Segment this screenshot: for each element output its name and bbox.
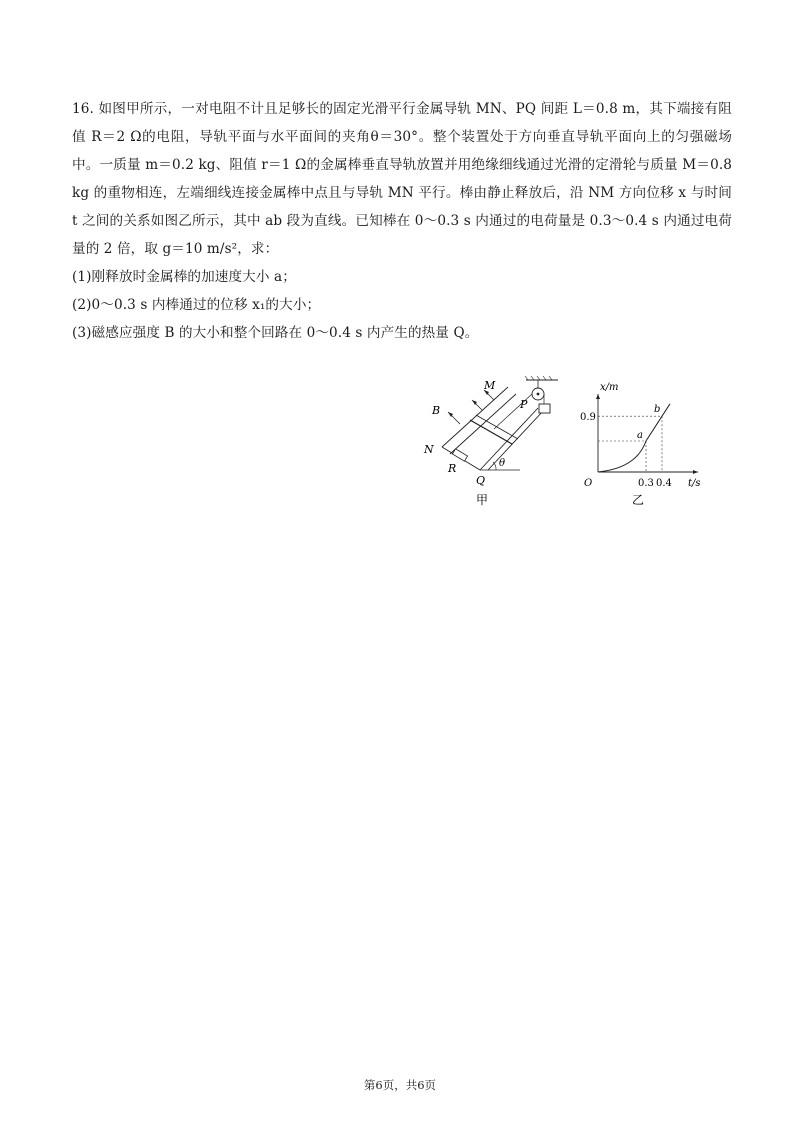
label-m: M bbox=[484, 379, 496, 392]
rail-pq bbox=[480, 408, 538, 470]
figure-yi-chart bbox=[580, 372, 710, 512]
x-tick-0-4: 0.4 bbox=[656, 478, 672, 489]
y-tick-0-9: 0.9 bbox=[580, 412, 596, 424]
problem-stem: 16. 如图甲所示，一对电阻不计且足够长的固定光滑平行金属导轨 MN、PQ 间距 L＝0.8 m，其下端接有阻值 R＝2 Ω的电阻，导轨平面与水平面间的夹角θ＝30°。整个装置处于方向垂直导轨平面向上的匀强磁场中。一质量 m＝0.2 kg、阻值 r＝1 Ω的金属棒垂直导轨放置并用绝缘细线通过光滑的定滑轮与质量 M＝0.8 kg 的重物相连，左端细线连接金属棒中点且与导轨 MN 平行。棒由静止释放后，沿 NM 方向位移 x 与时间 t 之间的关系如图乙所示，其中 ab 段为直线。已知棒在 0～0.3 s 内通过的电荷量是 0.3～0.4 s 内通过电荷量的 2 倍，取 g＝10 m/s²，求： bbox=[72, 101, 732, 257]
question-3: (3)磁感应强度 B 的大小和整个回路在 0～0.4 s 内产生的热量 Q。 bbox=[72, 325, 479, 341]
point-a-label: a bbox=[637, 430, 643, 441]
x-axis-label: t/s bbox=[688, 478, 701, 489]
problem-16 bbox=[72, 95, 732, 347]
y-axis-label: x/m bbox=[600, 382, 619, 393]
rail-mn bbox=[442, 387, 508, 447]
label-r: R bbox=[448, 462, 457, 475]
question-2: (2)0～0.3 s 内棒通过的位移 x₁的大小； bbox=[72, 297, 321, 313]
label-p: P bbox=[520, 398, 528, 411]
label-n: N bbox=[424, 443, 434, 456]
rail-pq-side bbox=[488, 410, 544, 470]
label-b: B bbox=[432, 404, 441, 417]
label-theta: θ bbox=[499, 458, 506, 469]
figure-jia-diagram bbox=[420, 372, 580, 512]
origin-label: O bbox=[584, 478, 593, 489]
point-b-label: b bbox=[654, 404, 661, 416]
caption-yi: 乙 bbox=[632, 493, 645, 507]
label-q: Q bbox=[476, 474, 486, 487]
resistor-symbol bbox=[452, 449, 467, 461]
page-footer: 第6页，共6页 bbox=[363, 1078, 437, 1092]
x-tick-0-3: 0.3 bbox=[638, 478, 654, 489]
caption-jia: 甲 bbox=[476, 493, 489, 507]
weight-block bbox=[539, 404, 550, 413]
question-1: (1)刚释放时金属棒的加速度大小 a； bbox=[72, 269, 296, 285]
figures bbox=[420, 372, 710, 512]
